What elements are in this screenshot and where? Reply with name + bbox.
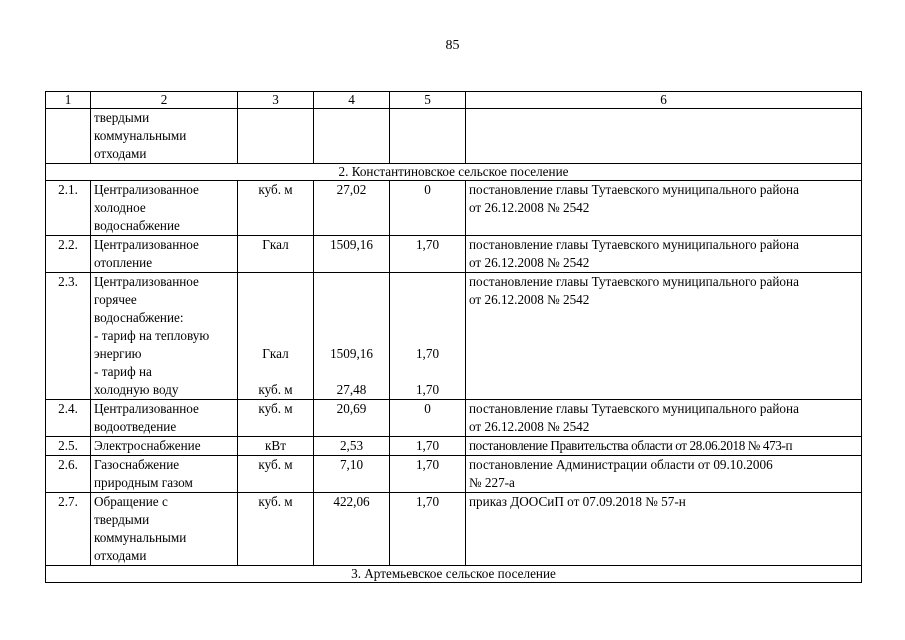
document-line: постановление Правительства области от 28.06.2018 № 473-п <box>469 438 793 453</box>
service-line: коммунальными <box>94 530 187 545</box>
document-line: приказ ДООСиП от 07.09.2018 № 57-н <box>469 494 686 509</box>
service-cell <box>91 109 238 164</box>
value-cell: 2,53 <box>314 437 390 456</box>
document-line: постановление главы Тутаевского муниципального района <box>469 237 799 252</box>
value-cell <box>314 273 390 400</box>
document-cell <box>466 437 862 456</box>
service-line: Газоснабжение <box>94 457 180 472</box>
value-cell: 1,70 <box>390 236 466 273</box>
service-line: коммунальными <box>94 128 187 143</box>
table-row <box>46 437 862 456</box>
unit-cell: куб. м <box>238 400 314 437</box>
value-cell <box>314 109 390 164</box>
unit-cell: куб. м <box>238 493 314 566</box>
document-cell <box>466 273 862 400</box>
value-cell: 20,69 <box>314 400 390 437</box>
section-title: 3. Артемьевское сельское поселение <box>46 566 862 583</box>
service-line: водоотведение <box>94 419 177 434</box>
table-row <box>46 493 862 566</box>
service-line: отходами <box>94 548 147 563</box>
unit-cell: Гкал <box>238 236 314 273</box>
value-cell: 422,06 <box>314 493 390 566</box>
service-line: отходами <box>94 146 147 161</box>
document-cell <box>466 400 862 437</box>
value-cell: 1509,16 <box>314 236 390 273</box>
service-line: водоснабжение: <box>94 310 184 325</box>
row-number-cell: 2.7. <box>46 493 91 566</box>
column-header: 2 <box>91 92 238 109</box>
unit-cell <box>238 273 314 400</box>
service-line: Централизованное <box>94 182 199 197</box>
service-line: водоснабжение <box>94 218 180 233</box>
service-cell <box>91 181 238 236</box>
table-row <box>46 456 862 493</box>
unit-value: куб. м <box>258 382 293 397</box>
document-line: постановление главы Тутаевского муниципального района <box>469 401 799 416</box>
service-line: холодную воду <box>94 382 179 397</box>
column-header: 6 <box>466 92 862 109</box>
row-number-cell: 2.5. <box>46 437 91 456</box>
service-cell <box>91 493 238 566</box>
service-line: - тариф на тепловую <box>94 328 210 343</box>
table-row <box>46 400 862 437</box>
document-line: от 26.12.2008 № 2542 <box>469 292 590 307</box>
document-cell <box>466 181 862 236</box>
value: 1,70 <box>415 382 440 397</box>
service-line: твердыми <box>94 512 150 527</box>
table-header-row <box>46 92 862 109</box>
service-line: природным газом <box>94 475 193 490</box>
document-line: от 26.12.2008 № 2542 <box>469 255 590 270</box>
unit-cell: куб. м <box>238 456 314 493</box>
value: 1509,16 <box>330 346 373 361</box>
service-cell <box>91 437 238 456</box>
service-line: Централизованное <box>94 401 199 416</box>
section-row <box>46 164 862 181</box>
unit-cell: кВт <box>238 437 314 456</box>
service-cell <box>91 456 238 493</box>
value: 1,70 <box>415 346 440 361</box>
document-line: от 26.12.2008 № 2542 <box>469 200 590 215</box>
value-cell: 1,70 <box>390 493 466 566</box>
page-number: 85 <box>445 38 460 53</box>
service-line: отопление <box>94 255 153 270</box>
table-row <box>46 273 862 400</box>
section-row <box>46 566 862 583</box>
row-number-cell: 2.4. <box>46 400 91 437</box>
service-line: Централизованное <box>94 274 199 289</box>
column-header: 5 <box>390 92 466 109</box>
service-cell <box>91 400 238 437</box>
row-number-cell: 2.1. <box>46 181 91 236</box>
service-line: горячее <box>94 292 137 307</box>
value-cell: 0 <box>390 181 466 236</box>
service-line: Централизованное <box>94 237 199 252</box>
value-cell <box>390 109 466 164</box>
document-line: № 227-а <box>469 475 515 490</box>
service-cell <box>91 236 238 273</box>
service-cell <box>91 273 238 400</box>
table-row <box>46 181 862 236</box>
document-cell <box>466 236 862 273</box>
document-cell <box>466 456 862 493</box>
unit-value: Гкал <box>262 346 289 361</box>
row-number-cell <box>46 109 91 164</box>
value-cell: 1,70 <box>390 456 466 493</box>
document-cell <box>466 493 862 566</box>
tariff-table <box>45 91 862 583</box>
value-cell: 0 <box>390 400 466 437</box>
document-cell <box>466 109 862 164</box>
column-header: 1 <box>46 92 91 109</box>
table-row <box>46 109 862 164</box>
service-line: - тариф на <box>94 364 152 379</box>
document-line: постановление Администрации области от 09.10.2006 <box>469 457 773 472</box>
row-number-cell: 2.3. <box>46 273 91 400</box>
unit-cell: куб. м <box>238 181 314 236</box>
document-line: постановление главы Тутаевского муниципального района <box>469 274 799 289</box>
value-cell <box>390 273 466 400</box>
service-line: твердыми <box>94 110 150 125</box>
row-number-cell: 2.2. <box>46 236 91 273</box>
column-header: 4 <box>314 92 390 109</box>
section-title: 2. Константиновское сельское поселение <box>46 164 862 181</box>
document-line: от 26.12.2008 № 2542 <box>469 419 590 434</box>
table-row <box>46 236 862 273</box>
value-cell: 1,70 <box>390 437 466 456</box>
unit-cell <box>238 109 314 164</box>
value: 27,48 <box>336 382 367 397</box>
service-line: Электроснабжение <box>94 438 201 453</box>
service-line: холодное <box>94 200 146 215</box>
value-cell: 7,10 <box>314 456 390 493</box>
service-line: Обращение с <box>94 494 168 509</box>
row-number-cell: 2.6. <box>46 456 91 493</box>
document-line: постановление главы Тутаевского муниципального района <box>469 182 799 197</box>
service-line: энергию <box>94 346 142 361</box>
value-cell: 27,02 <box>314 181 390 236</box>
column-header: 3 <box>238 92 314 109</box>
